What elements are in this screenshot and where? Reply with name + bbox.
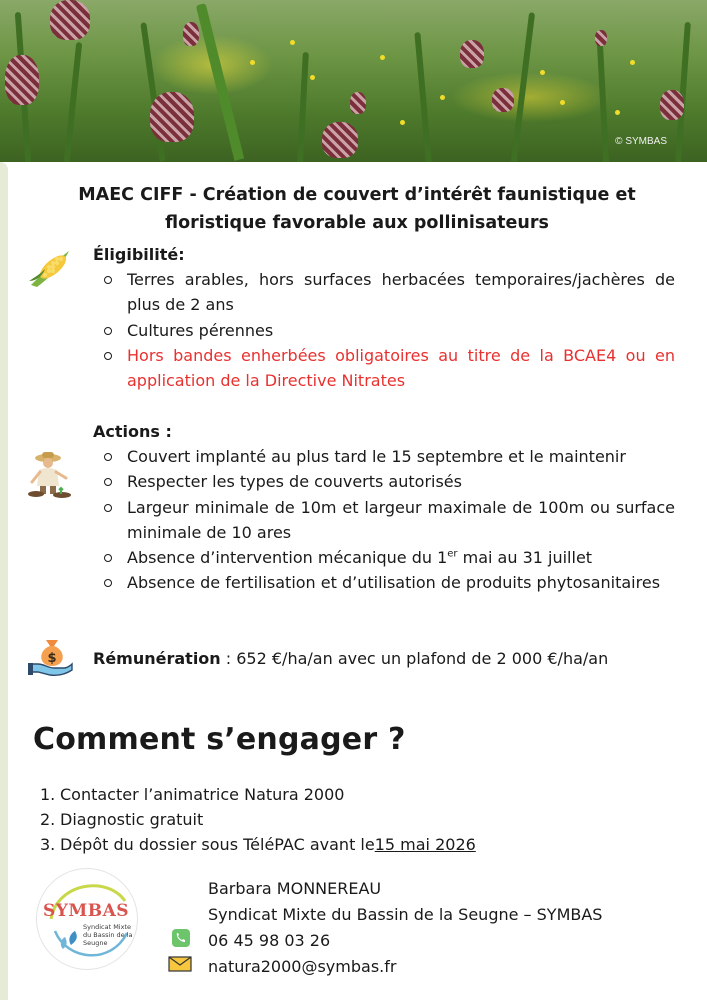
deadline-date: 15 mai 2026 [374,835,476,854]
actions-list [93,444,675,596]
engage-title: Comment s’engager ? [33,722,406,757]
eligibility-heading: Éligibilité: [93,245,185,264]
step-item [40,807,476,832]
list-item [93,545,675,570]
farmer-icon [28,448,72,500]
step-text: Dépôt du dossier sous TéléPAC avant le [60,835,375,854]
actions-heading: Actions : [93,422,172,441]
phone-icon [172,929,190,947]
ordinal-suffix: er [447,548,458,560]
envelope-icon [168,956,192,972]
list-item-highlight: Hors bandes enherbées obligatoires au titre de la BCAE4 ou en application de la Directive Nitrates [93,343,675,394]
item-text: Absence d’intervention mécanique du 1 [127,548,448,568]
logo-wordmark: SYMBAS [43,901,130,921]
page-title [50,181,664,237]
list-item: Respecter les types de couverts autorisés [93,469,675,494]
step-text: Diagnostic gratuit [60,810,204,829]
step-text: Contacter l’animatrice Natura 2000 [60,785,345,804]
step-item [40,832,476,857]
contact-block [208,876,602,980]
corn-icon [27,245,73,289]
contact-email[interactable]: natura2000@symbas.fr [208,957,397,976]
steps-list [40,782,476,857]
item-text-rest: mai au 31 juillet [457,548,593,568]
photo-credit: © SYMBAS [615,136,667,147]
symbas-logo [36,868,138,970]
eligibility-list [93,267,675,393]
list-item: Cultures pérennes [93,318,675,343]
step-number: 2. [40,810,56,829]
hero-photo [0,0,707,162]
title-line-1: MAEC CIFF - Création de couvert d’intérêt faunistique et [78,185,636,205]
money-bag-hand-icon [28,634,74,678]
remuneration-label: Rémunération [93,649,221,668]
svg-text:$: $ [47,651,57,666]
remuneration-text: : 652 €/ha/an avec un plafond de 2 000 €/ha/an [220,649,609,668]
contact-org: Syndicat Mixte du Bassin de la Seugne – SYMBAS [208,905,603,924]
list-item: Absence de fertilisation et d’utilisation de produits phytosanitaires [93,570,675,595]
list-item: Couvert implanté au plus tard le 15 septembre et le maintenir [93,444,675,469]
list-item: Largeur minimale de 10m et largeur maximale de 100m ou surface minimale de 10 ares [93,495,675,546]
left-accent-bar [0,162,8,1000]
step-number: 1. [40,785,56,804]
step-item [40,782,476,807]
remuneration-line [93,646,608,672]
step-number: 3. [40,835,56,854]
contact-phone[interactable]: 06 45 98 03 26 [208,931,331,950]
list-item: Terres arables, hors surfaces herbacées temporaires/jachères de plus de 2 ans [93,267,675,318]
logo-subtitle: Syndicat Mixte du Bassin de la Seugne [83,923,133,947]
title-line-2: floristique favorable aux pollinisateurs [165,213,549,233]
contact-name: Barbara MONNEREAU [208,879,382,898]
